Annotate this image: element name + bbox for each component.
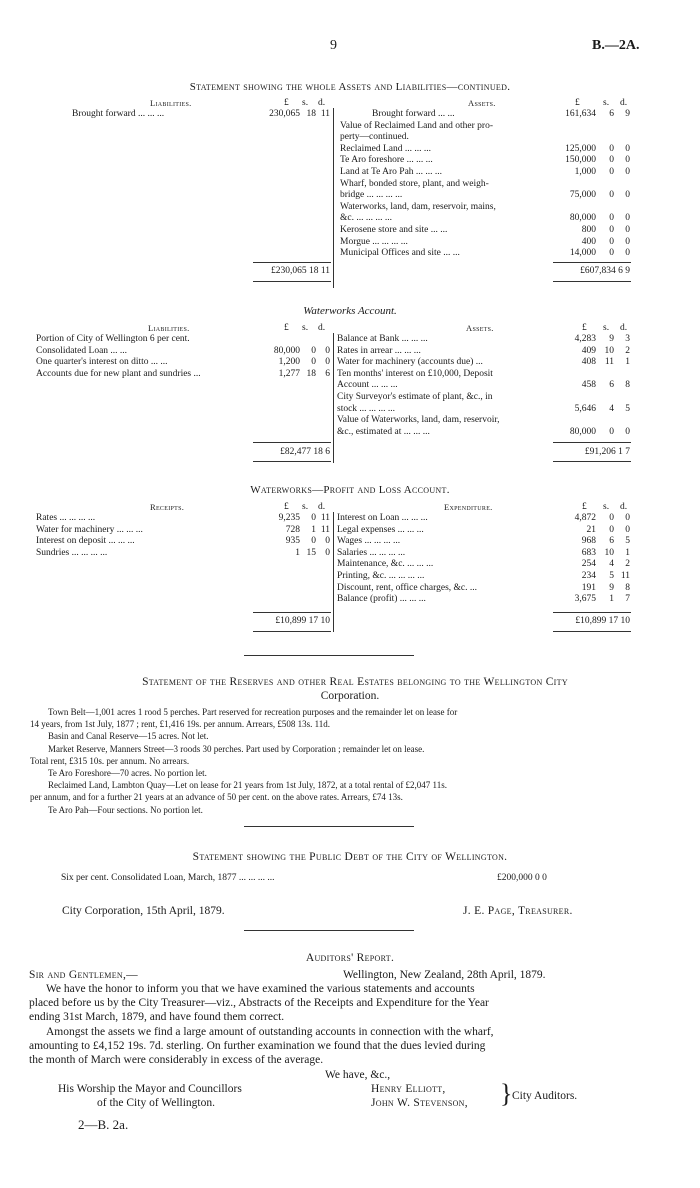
profit-loss-exp-row-pence: 2 — [625, 559, 630, 570]
waterworks-asset-row-label: Rates in arrear ... ... ... — [337, 345, 421, 356]
reserves-line: Basin and Canal Reserve—15 acres. Not let. — [48, 731, 209, 742]
waterworks-asset-row-pence: 2 — [625, 345, 630, 356]
waterworks-asset-row-label: Account ... ... ... — [337, 380, 398, 391]
assets-column-divider — [333, 108, 334, 288]
profit-loss-rec-row-pence: 0 — [325, 547, 330, 558]
treasurer-place-date: City Corporation, 15th April, 1879. — [62, 905, 225, 917]
waterworks-asset-row-pence: 3 — [625, 334, 630, 344]
auditor-signature-2: John W. Stevenson, — [371, 1097, 468, 1109]
waterworks-liab-total-underline — [253, 461, 331, 462]
waterworks-asset-row-pounds: 80,000 — [569, 426, 596, 437]
waterworks-liab-total-rule — [253, 442, 331, 443]
auditors-closing: We have, &c., — [325, 1069, 391, 1081]
profit-loss-rec-col-pounds: £ — [284, 502, 289, 512]
assets-asset-row-pounds: 161,634 — [565, 109, 596, 119]
profit-loss-rec-col-shillings: s. — [302, 502, 309, 512]
section-divider-1 — [244, 655, 414, 656]
waterworks-asset-row-label: City Surveyor's estimate of plant, &c., in — [337, 392, 493, 402]
waterworks-liab-row-pounds: 1,277 — [278, 368, 300, 379]
waterworks-asset-row-shillings: 6 — [609, 380, 614, 391]
brace-glyph: } — [500, 1079, 513, 1108]
waterworks-asset-row-shillings: 4 — [609, 403, 614, 414]
assets-asset-row-shillings: 0 — [609, 155, 614, 166]
waterworks-asset-row-label: Ten months' interest on £10,000, Deposit — [337, 368, 493, 379]
waterworks-asset-row-label: Water for machinery (accounts due) ... — [337, 357, 483, 368]
assets-asset-row-shillings: 0 — [609, 236, 614, 247]
assets-asset-col-pounds: £ — [575, 98, 580, 108]
public-debt-title: Statement showing the Public Debt of the City of Wellington. — [192, 851, 508, 863]
profit-loss-exp-row-pounds: 3,675 — [574, 594, 596, 605]
reserves-title-line-2: Corporation. — [320, 690, 380, 702]
auditors-body-line: the month of March were considerably in excess of the average. — [29, 1054, 324, 1066]
profit-loss-exp-total-underline — [553, 631, 631, 632]
profit-loss-exp-row-pence: 0 — [625, 524, 630, 535]
waterworks-liab-row-label: Consolidated Loan ... ... — [36, 345, 128, 356]
waterworks-asset-row-pounds: 408 — [581, 357, 596, 368]
assets-asset-row-pence: 0 — [625, 190, 630, 201]
profit-loss-exp-row-label: Printing, &c. ... ... ... ... — [337, 571, 425, 581]
profit-loss-rec-col-pence: d. — [318, 502, 326, 512]
waterworks-liab-row-shillings: 0 — [311, 357, 316, 368]
waterworks-asset-row-pence: 5 — [625, 403, 630, 414]
profit-loss-exp-total: £10,899 17 10 — [575, 616, 630, 626]
reserves-line: Total rent, £315 10s. per annum. No arrears. — [30, 755, 190, 766]
waterworks-asset-row-pence: 0 — [625, 426, 630, 437]
profit-loss-exp-total-rule — [553, 612, 631, 613]
public-debt-line-value: £200,000 0 0 — [497, 873, 547, 883]
profit-loss-exp-row-label: Interest on Loan ... ... ... — [337, 513, 428, 523]
section-divider-2 — [244, 826, 414, 827]
assets-asset-col-pence: d. — [620, 98, 628, 108]
profit-loss-title: Waterworks—Profit and Loss Account. — [250, 484, 450, 496]
profit-loss-exp-row-shillings: 10 — [604, 547, 614, 558]
waterworks-liab-col-pence: d. — [318, 323, 326, 333]
profit-loss-exp-row-pounds: 254 — [581, 559, 596, 570]
profit-loss-exp-row-pence: 0 — [625, 513, 630, 523]
profit-loss-exp-row-label: Discount, rent, office charges, &c. ... — [337, 582, 477, 593]
auditors-body-line: Amongst the assets we find a large amount of outstanding accounts in connection with the wharf, — [46, 1025, 494, 1038]
profit-loss-exp-row-pounds: 191 — [581, 582, 596, 593]
auditors-report-title: Auditors' Report. — [305, 952, 395, 964]
waterworks-asset-row-pounds: 5,646 — [574, 403, 596, 414]
profit-loss-exp-row-shillings: 9 — [609, 582, 614, 593]
profit-loss-exp-row-label: Maintenance, &c. ... ... ... — [337, 559, 434, 570]
profit-loss-exp-row-pounds: 968 — [581, 536, 596, 547]
waterworks-liab-col-shillings: s. — [302, 323, 309, 333]
assets-asset-total-rule — [553, 262, 631, 263]
profit-loss-rec-total-rule — [253, 612, 331, 613]
assets-liab-row-shillings: 18 — [306, 109, 316, 119]
auditors-body-line: amounting to £4,152 19s. 7d. sterling. On further examination we found that the dues levied during — [29, 1039, 486, 1052]
waterworks-liab-row-pence: 0 — [325, 345, 330, 356]
assets-asset-row-pounds: 125,000 — [565, 143, 596, 154]
assets-asset-row-pence: 0 — [625, 213, 630, 224]
assets-liab-total-rule — [253, 262, 331, 263]
waterworks-asset-row-label: stock ... ... ... ... — [337, 403, 396, 414]
reserves-line: Reclaimed Land, Lambton Quay—Let on lease for 21 years from 1st July, 1872, at a total rental of £2,047 11s. — [48, 780, 447, 791]
assets-asset-row-label: perty—continued. — [340, 132, 409, 143]
waterworks-liab-row-pence: 6 — [325, 368, 330, 379]
profit-loss-exp-row-label: Salaries ... ... ... ... — [337, 547, 406, 558]
assets-asset-row-label: Reclaimed Land ... ... ... — [340, 143, 432, 154]
assets-asset-row-label: Wharf, bonded store, plant, and weigh- — [340, 178, 489, 189]
assets-asset-row-label: bridge ... ... ... ... — [340, 190, 403, 201]
assets-liabilities-heading: Liabilities. — [150, 98, 192, 108]
waterworks-liab-row-label: One quarter's interest on ditto ... ... — [36, 357, 168, 368]
assets-asset-col-shillings: s. — [603, 98, 610, 108]
assets-statement-title: Statement showing the whole Assets and Liabilities—continued. — [189, 81, 511, 93]
assets-asset-row-label: Waterworks, land, dam, reservoir, mains, — [340, 201, 496, 212]
assets-asset-row-shillings: 0 — [609, 225, 614, 235]
assets-asset-row-shillings: 0 — [609, 167, 614, 177]
profit-loss-rec-total-underline — [253, 631, 331, 632]
auditors-body-line: We have the honor to inform you that we have examined the various statements and accounts — [46, 983, 475, 995]
waterworks-liab-row-label: Accounts due for new plant and sundries ... — [36, 368, 201, 379]
waterworks-title: Waterworks Account. — [303, 305, 397, 317]
waterworks-asset-col-shillings: s. — [603, 323, 610, 333]
assets-asset-row-pence: 9 — [625, 109, 630, 119]
profit-loss-rec-row-pence: 11 — [320, 524, 330, 535]
assets-liab-col-pounds: £ — [284, 98, 289, 108]
profit-loss-exp-row-pounds: 4,872 — [574, 513, 596, 523]
waterworks-asset-row-pounds: 4,283 — [574, 334, 596, 344]
waterworks-asset-col-pounds: £ — [582, 323, 587, 333]
assets-asset-row-pounds: 400 — [581, 236, 596, 247]
profit-loss-exp-row-pence: 7 — [625, 594, 630, 605]
profit-loss-rec-row-pounds: 9,235 — [278, 513, 300, 523]
assets-asset-row-label: Brought forward ... ... — [372, 109, 455, 119]
profit-loss-exp-row-pounds: 683 — [581, 547, 596, 558]
assets-asset-row-label: Te Aro foreshore ... ... ... — [340, 155, 433, 166]
profit-loss-rec-row-shillings: 15 — [306, 547, 316, 558]
assets-asset-row-pounds: 14,000 — [569, 248, 596, 259]
auditors-addressee-line-2: of the City of Wellington. — [97, 1097, 216, 1109]
profit-loss-exp-row-label: Wages ... ... ... ... — [337, 536, 401, 547]
profit-loss-rec-row-pounds: 935 — [285, 536, 300, 547]
assets-asset-total: £607,834 6 9 — [580, 266, 630, 276]
profit-loss-exp-row-pounds: 234 — [581, 571, 596, 581]
waterworks-asset-row-shillings: 10 — [604, 345, 614, 356]
waterworks-liab-row-shillings: 18 — [306, 368, 316, 379]
profit-loss-exp-col-pence: d. — [620, 502, 628, 512]
waterworks-asset-row-pence: 8 — [625, 380, 630, 391]
profit-loss-rec-row-pence: 0 — [325, 536, 330, 547]
reserves-line: Te Aro Pah—Four sections. No portion let. — [48, 804, 203, 815]
waterworks-asset-row-label: Balance at Bank ... ... ... — [337, 334, 428, 344]
profit-loss-column-divider — [333, 512, 334, 632]
assets-asset-row-label: Municipal Offices and site ... ... — [340, 248, 460, 259]
assets-asset-row-pounds: 75,000 — [569, 190, 596, 201]
waterworks-asset-row-shillings: 11 — [604, 357, 614, 368]
assets-asset-row-label: Value of Reclaimed Land and other pro- — [340, 120, 493, 131]
document-reference: B.—2A. — [592, 38, 640, 53]
profit-loss-rec-total: £10,899 17 10 — [275, 616, 330, 626]
waterworks-liab-row-pence: 0 — [325, 357, 330, 368]
waterworks-asset-row-shillings: 0 — [609, 426, 614, 437]
waterworks-liab-row-shillings: 0 — [311, 345, 316, 356]
profit-loss-rec-row-label: Sundries ... ... ... ... — [36, 547, 108, 558]
profit-loss-rec-row-shillings: 0 — [311, 536, 316, 547]
assets-liab-row-pence: 11 — [320, 109, 330, 119]
page-number: 9 — [330, 38, 337, 53]
assets-asset-row-pence: 0 — [625, 236, 630, 247]
auditor-signature-1: Henry Elliott, — [371, 1083, 446, 1095]
assets-liab-total-underline — [253, 281, 331, 282]
treasurer-signature: J. E. Page, Treasurer. — [463, 905, 573, 917]
assets-asset-row-label: Morgue ... ... ... ... — [340, 236, 408, 247]
auditors-salutation: Sir and Gentlemen,— — [29, 969, 138, 981]
waterworks-asset-row-label: &c., estimated at ... ... ... — [337, 426, 430, 437]
profit-loss-expenditure-heading: Expenditure. — [444, 502, 493, 512]
assets-asset-row-shillings: 0 — [609, 143, 614, 154]
waterworks-asset-total: £91,206 1 7 — [584, 447, 630, 457]
profit-loss-rec-row-label: Water for machinery ... ... ... — [36, 524, 143, 535]
assets-asset-row-label: &c. ... ... ... ... — [340, 213, 392, 224]
profit-loss-exp-row-pence: 11 — [620, 571, 630, 581]
assets-asset-row-shillings: 0 — [609, 190, 614, 201]
profit-loss-exp-col-pounds: £ — [582, 502, 587, 512]
auditors-addressee-line-1: His Worship the Mayor and Councillors — [58, 1083, 242, 1095]
profit-loss-exp-row-pounds: 21 — [586, 524, 596, 535]
profit-loss-exp-row-shillings: 5 — [609, 571, 614, 581]
assets-asset-total-underline — [553, 281, 631, 282]
profit-loss-exp-row-label: Legal expenses ... ... ... — [337, 524, 424, 535]
profit-loss-exp-row-pence: 8 — [625, 582, 630, 593]
assets-asset-row-shillings: 6 — [609, 109, 614, 119]
assets-asset-row-label: Land at Te Aro Pah ... ... ... — [340, 167, 443, 177]
assets-asset-row-pounds: 1,000 — [574, 167, 596, 177]
waterworks-asset-col-pence: d. — [620, 323, 628, 333]
profit-loss-exp-row-shillings: 4 — [609, 559, 614, 570]
assets-asset-row-pence: 0 — [625, 167, 630, 177]
profit-loss-rec-row-label: Rates ... ... ... ... — [36, 513, 96, 523]
profit-loss-exp-row-shillings: 0 — [609, 513, 614, 523]
waterworks-asset-row-label: Value of Waterworks, land, dam, reservoir, — [337, 415, 500, 426]
assets-asset-row-pence: 0 — [625, 155, 630, 166]
auditors-role: City Auditors. — [512, 1090, 578, 1102]
page-footer-reference: 2—B. 2a. — [78, 1117, 129, 1132]
waterworks-liab-row-pounds: 80,000 — [273, 345, 300, 356]
assets-asset-row-pounds: 800 — [581, 225, 596, 235]
profit-loss-rec-row-pounds: 728 — [285, 524, 300, 535]
waterworks-asset-row-shillings: 9 — [609, 334, 614, 344]
public-debt-line-label: Six per cent. Consolidated Loan, March, 1877 ... ... ... ... — [61, 873, 275, 883]
assets-asset-row-pence: 0 — [625, 248, 630, 259]
profit-loss-exp-row-shillings: 6 — [609, 536, 614, 547]
waterworks-liab-total: £82,477 18 6 — [280, 447, 330, 457]
profit-loss-rec-row-pounds: 1 — [295, 547, 300, 558]
assets-asset-row-pence: 0 — [625, 225, 630, 235]
waterworks-asset-row-pounds: 458 — [581, 380, 596, 391]
assets-liab-total: £230,065 18 11 — [270, 266, 330, 276]
reserves-title-line-1: Statement of the Reserves and other Real Estates belonging to the Wellington City — [142, 676, 568, 688]
assets-asset-row-pence: 0 — [625, 143, 630, 154]
profit-loss-rec-row-shillings: 0 — [311, 513, 316, 523]
waterworks-asset-row-pounds: 409 — [581, 345, 596, 356]
profit-loss-rec-row-label: Interest on deposit ... ... ... — [36, 536, 135, 547]
assets-liab-row-pounds: 230,065 — [269, 109, 300, 119]
profit-loss-exp-row-pence: 5 — [625, 536, 630, 547]
profit-loss-exp-row-pence: 1 — [625, 547, 630, 558]
assets-asset-row-shillings: 0 — [609, 213, 614, 224]
profit-loss-rec-row-pence: 11 — [320, 513, 330, 523]
waterworks-asset-row-pence: 1 — [625, 357, 630, 368]
waterworks-asset-total-underline — [553, 461, 631, 462]
reserves-line: Te Aro Foreshore—70 acres. No portion let. — [48, 768, 207, 778]
assets-liab-col-shillings: s. — [302, 98, 309, 108]
waterworks-column-divider — [333, 333, 334, 463]
waterworks-liab-col-pounds: £ — [284, 323, 289, 333]
auditors-body-line: ending 31st March, 1879, and have found them correct. — [29, 1011, 285, 1024]
waterworks-assets-heading: Assets. — [466, 323, 494, 333]
auditors-body-line: placed before us by the City Treasurer—viz., Abstracts of the Receipts and Expenditure for the Year — [29, 997, 489, 1010]
profit-loss-rec-row-shillings: 1 — [311, 524, 316, 535]
profit-loss-exp-row-label: Balance (profit) ... ... ... — [337, 594, 426, 605]
reserves-line: 14 years, from 1st July, 1877 ; rent, £1,416 19s. per annum. Arrears, £508 13s. 11d. — [30, 719, 331, 730]
waterworks-asset-total-rule — [553, 442, 631, 443]
waterworks-liabilities-heading: Liabilities. — [148, 323, 190, 333]
auditors-place-date: Wellington, New Zealand, 28th April, 1879. — [343, 969, 546, 981]
waterworks-liab-row-label: Portion of City of Wellington 6 per cent. — [36, 334, 190, 344]
profit-loss-receipts-heading: Receipts. — [150, 502, 185, 512]
assets-asset-row-pounds: 80,000 — [569, 213, 596, 224]
waterworks-liab-row-pounds: 1,200 — [278, 357, 300, 368]
reserves-line: per annum, and for a further 21 years at an advance of 50 per cent. on the above rates. Arrears, £74 13s. — [30, 792, 403, 803]
reserves-line: Market Reserve, Manners Street—3 roods 30 perches. Part used by Corporation ; remainder let on lease. — [48, 743, 425, 754]
assets-asset-row-label: Kerosene store and site ... ... — [340, 225, 448, 235]
assets-asset-row-pounds: 150,000 — [565, 155, 596, 166]
assets-liab-row-label: Brought forward ... ... ... — [72, 109, 165, 119]
reserves-line: Town Belt—1,001 acres 1 rood 5 perches. Part reserved for recreation purposes and the remainder let on lease for — [48, 707, 458, 717]
section-divider-3 — [244, 930, 414, 931]
assets-asset-row-shillings: 0 — [609, 248, 614, 259]
profit-loss-exp-col-shillings: s. — [603, 502, 610, 512]
profit-loss-exp-row-shillings: 0 — [609, 524, 614, 535]
profit-loss-exp-row-shillings: 1 — [609, 594, 614, 605]
assets-liab-col-pence: d. — [318, 98, 326, 108]
assets-assets-heading: Assets. — [468, 98, 496, 108]
